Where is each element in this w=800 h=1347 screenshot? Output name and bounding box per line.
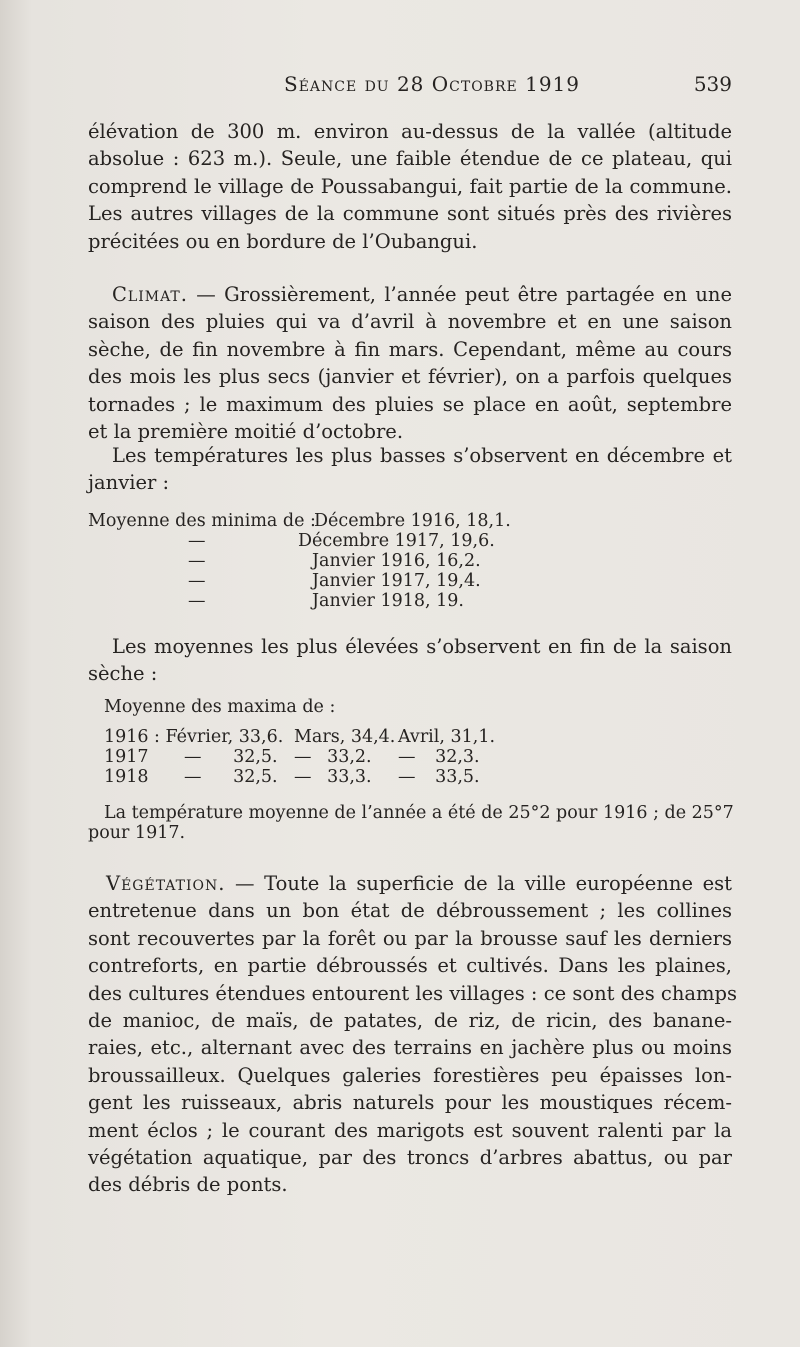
text-line: gent les ruisseaux, abris naturels pour les moustiques récem- bbox=[88, 1091, 732, 1115]
table-row bbox=[88, 571, 732, 591]
text-line: et la première moitié d’octobre. bbox=[88, 420, 404, 444]
text-line: contreforts, en partie débroussés et cultivés. Dans les plaines, bbox=[88, 954, 732, 978]
minima-value: Décembre 1917, 19,6. bbox=[298, 531, 495, 551]
maxima-year: 1917 bbox=[104, 747, 149, 767]
text-line: des mois les plus secs (janvier et février), on a parfois quelques bbox=[88, 365, 732, 389]
text-line: de manioc, de maïs, de patates, de riz, de ricin, des banane- bbox=[88, 1009, 732, 1033]
maxima-year: 1918 bbox=[104, 767, 149, 787]
text-line: des cultures étendues entourent les villages : ce sont des champs bbox=[88, 981, 738, 1005]
minima-value: Décembre 1916, 18,1. bbox=[314, 511, 511, 531]
minima-value: Janvier 1918, 19. bbox=[312, 591, 464, 611]
text-line bbox=[88, 803, 732, 823]
ditto-dash: — bbox=[188, 591, 206, 611]
text-line: raies, etc., alternant avec des terrains en jachère plus ou moins bbox=[88, 1036, 732, 1060]
table-row bbox=[88, 531, 732, 551]
climat-paragraph bbox=[88, 281, 732, 445]
maxima-cell: — 32,5. bbox=[184, 747, 278, 767]
intro-paragraph bbox=[88, 118, 732, 255]
table-row bbox=[88, 727, 732, 747]
vegetation-paragraph bbox=[88, 870, 738, 1199]
text-line: entretenue dans un bon état de débroussement ; les collines bbox=[88, 899, 732, 923]
table-row bbox=[88, 511, 732, 531]
text-line: végétation aquatique, par des troncs d’arbres abattus, ou par bbox=[88, 1146, 732, 1170]
ditto-dash: — bbox=[188, 531, 206, 551]
text-line bbox=[88, 823, 732, 843]
text-line: absolue : 623 m.). Seule, une faible étendue de ce plateau, qui bbox=[88, 147, 732, 171]
text-line: janvier : bbox=[88, 471, 170, 495]
maxima-cell: — 32,5. bbox=[184, 767, 278, 787]
maxima-cell: : Février, 33,6. bbox=[154, 727, 284, 747]
maxima-cell: — 33,3. bbox=[294, 767, 372, 787]
table-row bbox=[88, 767, 732, 787]
minima-table bbox=[88, 511, 732, 611]
climat-line-0: — Grossièrement, l’année peut être partagée en une bbox=[187, 283, 732, 306]
maxima-intro bbox=[88, 633, 732, 688]
minima-label: Moyenne des minima de : bbox=[88, 511, 316, 531]
maxima-cell: — 33,2. bbox=[294, 747, 372, 767]
table-row bbox=[88, 591, 732, 611]
text-line: Les autres villages de la commune sont situés près des rivières bbox=[88, 202, 732, 226]
maxima-label: Moyenne des maxima de : bbox=[104, 697, 336, 717]
table-row bbox=[88, 747, 732, 767]
text-line: sont recouvertes par la forêt ou par la brousse sauf les derniers bbox=[88, 926, 732, 950]
page-number: 539 bbox=[693, 72, 732, 96]
text-line: des débris de ponts. bbox=[88, 1173, 288, 1197]
running-header bbox=[88, 72, 732, 102]
text-line bbox=[88, 281, 732, 308]
text-line: broussailleux. Quelques galeries forestières peu épaisses lon- bbox=[88, 1063, 732, 1087]
minima-value: Janvier 1917, 19,4. bbox=[312, 571, 481, 591]
text-line bbox=[88, 870, 732, 897]
ditto-dash: — bbox=[188, 551, 206, 571]
text-line: ment éclos ; le courant des marigots est souvent ralenti par la bbox=[88, 1118, 732, 1142]
maxima-year: 1916 bbox=[104, 727, 149, 747]
vegetation-line-0: — Toute la superficie de la ville européenne est bbox=[225, 872, 732, 895]
vegetation-heading: Végétation. bbox=[106, 872, 226, 895]
table-row bbox=[88, 697, 732, 727]
text-line: précitées ou en bordure de l’Oubangui. bbox=[88, 229, 478, 253]
minima-value: Janvier 1916, 16,2. bbox=[312, 551, 481, 571]
maxima-cell: — 32,3. bbox=[398, 747, 480, 767]
maxima-cell: — 33,5. bbox=[398, 767, 480, 787]
text-line: Les moyennes les plus élevées s’observent en fin de la saison bbox=[112, 635, 732, 658]
text-line: Les températures les plus basses s’observent en décembre et bbox=[112, 444, 732, 467]
text-line: élévation de 300 m. environ au-dessus de la vallée (altitude bbox=[88, 120, 732, 143]
mean-temp-line: La température moyenne de l’année a été de 25°2 pour 1916 ; de 25°7 bbox=[104, 803, 734, 823]
mean-temp-line: pour 1917. bbox=[88, 823, 186, 843]
text-line: tornades ; le maximum des pluies se place en août, septembre bbox=[88, 392, 732, 416]
text-line: sèche, de fin novembre à fin mars. Cependant, même au cours bbox=[88, 337, 732, 361]
header-title: Séance du 28 Octobre 1919 bbox=[284, 72, 580, 96]
mean-temperature bbox=[88, 803, 732, 843]
climat-heading: Climat. bbox=[112, 283, 188, 306]
maxima-cell: Mars, 34,4. bbox=[294, 727, 396, 747]
ditto-dash: — bbox=[188, 571, 206, 591]
text-line: sèche : bbox=[88, 662, 158, 686]
maxima-cell: Avril, 31,1. bbox=[398, 727, 496, 747]
table-row bbox=[88, 551, 732, 571]
temperature-intro bbox=[88, 442, 732, 497]
text-line: saison des pluies qui va d’avril à novembre et en une saison bbox=[88, 310, 732, 334]
maxima-table bbox=[88, 697, 732, 787]
text-line: comprend le village de Poussabangui, fait partie de la commune. bbox=[88, 174, 732, 198]
